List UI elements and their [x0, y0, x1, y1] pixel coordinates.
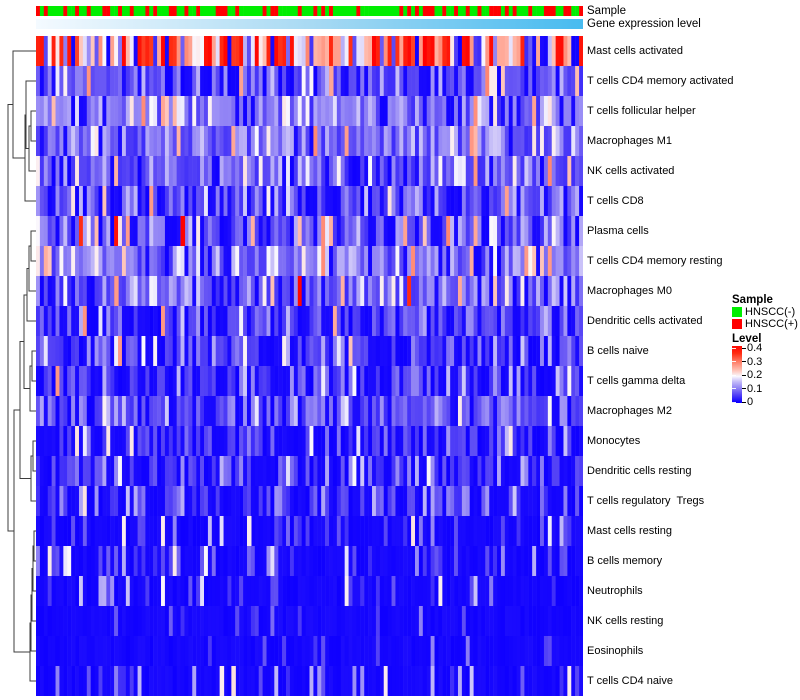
row-dendrogram — [0, 0, 40, 700]
row-label: Macrophages M0 — [587, 285, 672, 297]
sample-annotation-bar — [36, 6, 583, 16]
row-label: Mast cells activated — [587, 45, 683, 57]
heatmap-canvas — [36, 36, 583, 696]
row-label: Macrophages M2 — [587, 405, 672, 417]
row-label: Eosinophils — [587, 645, 644, 657]
level-colorbar — [732, 346, 746, 403]
row-label: NK cells resting — [587, 615, 664, 627]
row-label: T cells follicular helper — [587, 105, 696, 117]
row-label: Mast cells resting — [587, 525, 672, 537]
legend-swatch-hnscc-negative — [732, 307, 742, 317]
row-label: NK cells activated — [587, 165, 675, 177]
legend-sample-title: Sample — [732, 294, 773, 306]
row-label: Dendritic cells resting — [587, 465, 692, 477]
row-labels — [587, 36, 797, 696]
row-label: T cells CD4 memory activated — [587, 75, 734, 87]
row-label: T cells CD4 memory resting — [587, 255, 723, 267]
level-tick-label: 0.2 — [747, 369, 763, 381]
row-label: B cells memory — [587, 555, 663, 567]
gene-expression-annotation-bar — [36, 19, 583, 29]
legend-swatch-hnscc-positive — [732, 319, 742, 329]
sample-annotation-label: Sample — [587, 5, 626, 17]
row-label: Monocytes — [587, 435, 641, 447]
gene-expression-annotation-label: Gene expression level — [587, 18, 701, 30]
row-label: T cells CD4 naive — [587, 675, 673, 687]
level-tick-label: 0.4 — [747, 342, 763, 354]
legend-level-title: Level — [732, 333, 762, 345]
row-label: Dendritic cells activated — [587, 315, 703, 327]
row-label: T cells CD8 — [587, 195, 644, 207]
row-label: Macrophages M1 — [587, 135, 672, 147]
level-tick-label: 0 — [747, 396, 754, 408]
level-tick-label: 0.3 — [747, 355, 763, 368]
row-label: T cells gamma delta — [587, 375, 686, 387]
legend-entry-label-hnscc-positive: HNSCC(+) — [745, 318, 798, 330]
row-label: Plasma cells — [587, 225, 649, 237]
row-label: T cells regulatory Tregs — [587, 495, 705, 507]
row-label: B cells naive — [587, 345, 649, 357]
legend-entry-label-hnscc-negative: HNSCC(-) — [745, 306, 796, 318]
row-label: Neutrophils — [587, 585, 643, 597]
level-tick-label: 0.1 — [747, 382, 763, 395]
